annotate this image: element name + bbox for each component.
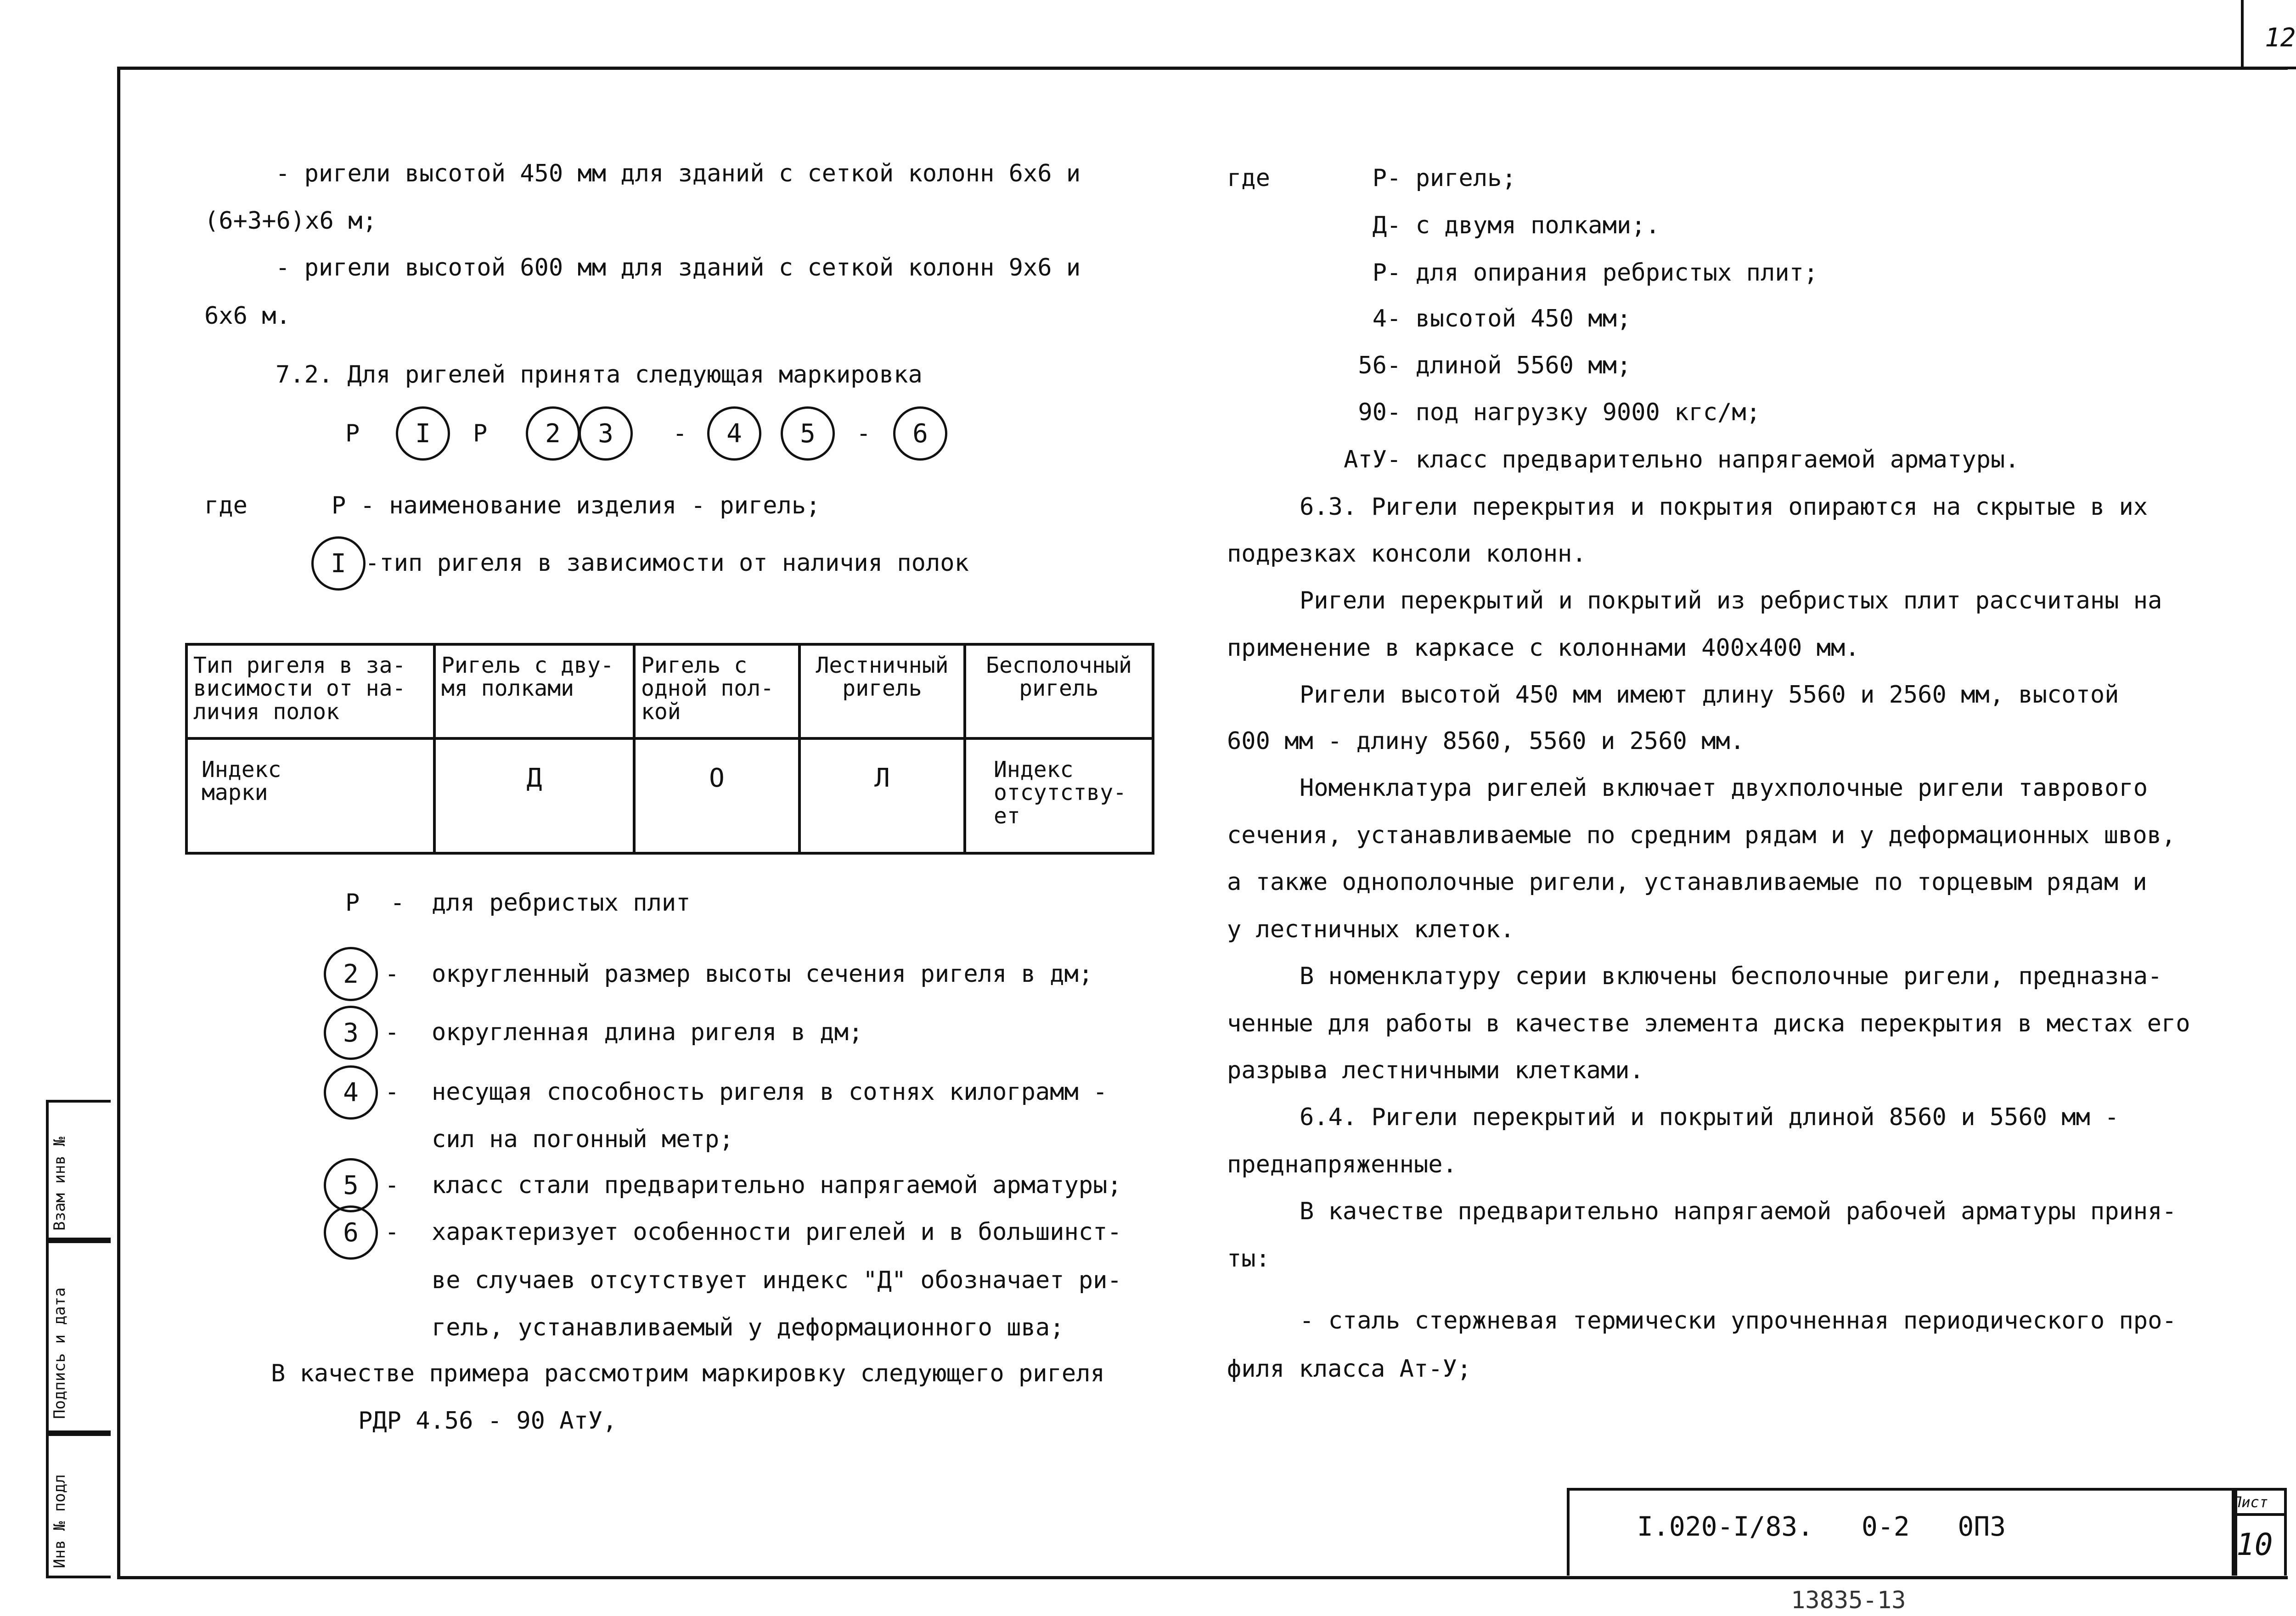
item-text-6-cont1: ве случаев отсутствует индекс "Д" обозначает ри- <box>432 1267 1122 1294</box>
side-label-sign: Подпись и дата <box>51 1287 69 1419</box>
item-dash-4: - <box>385 1078 400 1106</box>
right-line-1: 6.3. Ригели перекрытия и покрытия опираются на скрытые в их <box>1300 493 2148 521</box>
mark-dash-1: - <box>673 420 687 447</box>
mark-circle-3: 3 <box>579 406 633 461</box>
def-val-3: - для опирания ребристых плит; <box>1387 259 1818 287</box>
def-val-1: - ригель; <box>1387 164 1516 192</box>
def-key-1: Р <box>1372 164 1387 192</box>
right-line-3: Ригели перекрытий и покрытий из ребристых плит рассчитаны на <box>1300 587 2162 614</box>
item-dash-5: - <box>385 1171 400 1199</box>
top-sheet-number: 12 <box>2265 23 2296 53</box>
mark-circle-6: 6 <box>893 406 947 461</box>
right-line-2: подрезках консоли колонн. <box>1227 540 1587 568</box>
table-cell-absent: Индекс отсутству- ет <box>965 738 1153 853</box>
side-label-inv: Инв № подл <box>51 1474 69 1568</box>
sheet-label: Лист <box>2233 1493 2268 1511</box>
right-line-19: филя класса Ат-У; <box>1227 1355 1472 1383</box>
left-line-4: 6х6 м. <box>204 302 291 330</box>
right-line-4: применение в каркасе с колоннами 400х400 мм. <box>1227 634 1860 662</box>
left-where: где <box>204 492 248 519</box>
r-description: для ребристых плит <box>432 889 691 917</box>
example-mark: РДР 4.56 - 90 АтУ, <box>358 1407 617 1435</box>
def-key-7: АтУ <box>1344 446 1387 473</box>
side-label-replace: Взам инв № <box>51 1137 69 1231</box>
right-line-11: В номенклатуру серии включены бесполочные ригели, предназна- <box>1300 963 2162 990</box>
mark-circle-2: 2 <box>526 406 580 461</box>
table-header-one-shelf: Ригель с одной пол- кой <box>634 644 799 738</box>
item-dash-3: - <box>385 1019 400 1046</box>
right-line-5: Ригели высотой 450 мм имеют длину 5560 и 2560 мм, высотой <box>1300 681 2119 709</box>
item-text-3: округленная длина ригеля в дм; <box>432 1019 863 1046</box>
def-val-5: - длиной 5560 мм; <box>1387 352 1632 379</box>
table-cell-d: Д <box>434 738 634 853</box>
i-circle: I <box>311 536 366 591</box>
item-dash-6: - <box>385 1218 400 1246</box>
example-line: В качестве примера рассмотрим маркировку следующего ригеля <box>271 1360 1105 1387</box>
right-line-18: - сталь стержневая термически упрочненная периодического про- <box>1300 1307 2177 1334</box>
item-text-2: округленный размер высоты сечения ригеля в дм; <box>432 960 1093 988</box>
table-cell-l: Л <box>799 738 965 853</box>
def-key-3: Р <box>1372 259 1387 287</box>
right-line-17: ты: <box>1227 1245 1270 1273</box>
def-val-6: - под нагрузку 9000 кгс/м; <box>1387 399 1761 426</box>
mark-circle-4: 4 <box>707 406 761 461</box>
def-val-7: - класс предварительно напрягаемой арматуры. <box>1387 446 2020 473</box>
right-line-13: разрыва лестничными клетками. <box>1227 1057 1644 1084</box>
def-val-2: - с двумя полками;. <box>1387 212 1660 239</box>
def-key-2: Д <box>1372 212 1387 239</box>
def-key-4: 4 <box>1372 305 1387 332</box>
table-header-two-shelves: Ригель с дву- мя полками <box>434 644 634 738</box>
table-header-stair: Лестничный ригель <box>799 644 965 738</box>
right-line-8: сечения, устанавливаемые по средним рядам и у деформационных швов, <box>1227 822 2176 849</box>
right-line-14: 6.4. Ригели перекрытий и покрытий длиной 8560 и 5560 мм - <box>1300 1104 2119 1131</box>
r-dash: - <box>390 889 405 917</box>
item-text-4-cont: сил на погонный метр; <box>432 1126 734 1153</box>
mark-letter-p2: Р <box>473 420 488 447</box>
def-val-4: - высотой 450 мм; <box>1387 305 1632 332</box>
mark-letter-p1: Р <box>345 420 360 447</box>
right-line-12: ченные для работы в качестве элемента диска перекрытия в местах его <box>1227 1010 2190 1037</box>
right-line-16: В качестве предварительно напрягаемой рабочей арматуры приня- <box>1300 1198 2177 1225</box>
right-line-9: а также однополочные ригели, устанавливаемые по торцевым рядам и <box>1227 868 2147 896</box>
table-cell-o: О <box>634 738 799 853</box>
item-circle-5: 5 <box>324 1158 378 1212</box>
item-circle-4: 4 <box>324 1065 378 1120</box>
item-text-6-cont2: гель, устанавливаемый у деформационного шва; <box>432 1314 1064 1341</box>
item-dash-2: - <box>385 960 400 988</box>
def-key-5: 56 <box>1358 352 1387 379</box>
mark-circle-5: 5 <box>781 406 835 461</box>
item-circle-2: 2 <box>324 947 378 1001</box>
left-line-3: - ригели высотой 600 мм для зданий с сеткой колонн 9х6 и <box>276 254 1081 282</box>
table-header-no-shelf: Бесполочный ригель <box>965 644 1153 738</box>
right-line-10: у лестничных клеток. <box>1227 916 1515 943</box>
section-7-2: 7.2. Для ригелей принята следующая маркировка <box>276 361 923 389</box>
right-line-15: преднапряженные. <box>1227 1151 1457 1178</box>
mark-circle-1: I <box>396 406 450 461</box>
item-circle-6: 6 <box>324 1205 378 1260</box>
item-text-6: характеризует особенности ригелей и в большинст- <box>432 1218 1122 1246</box>
document-code: I.020-I/83. 0-2 0ПЗ <box>1637 1511 2006 1542</box>
table-cell-index: Индекс марки <box>186 738 434 853</box>
p-description: Р - наименование изделия - ригель; <box>332 492 821 519</box>
right-line-7: Номенклатура ригелей включает двухполочные ригели таврового <box>1300 774 2148 802</box>
i-description: -тип ригеля в зависимости от наличия полок <box>365 549 969 577</box>
left-line-2: (6+3+6)х6 м; <box>204 207 377 235</box>
mark-dash-2: - <box>856 420 871 447</box>
def-key-6: 90 <box>1358 399 1387 426</box>
right-line-6: 600 мм - длину 8560, 5560 и 2560 мм. <box>1227 727 1745 755</box>
item-circle-3: 3 <box>324 1006 378 1060</box>
rigel-type-table <box>185 643 1154 855</box>
sheet-number: 10 <box>2236 1527 2273 1562</box>
table-header-type: Тип ригеля в за- висимости от на- личия полок <box>186 644 434 738</box>
item-text-4: несущая способность ригеля в сотнях килограмм - <box>432 1078 1108 1106</box>
left-line-1: - ригели высотой 450 мм для зданий с сеткой колонн 6х6 и <box>276 160 1081 187</box>
bottom-note: 13835-13 <box>1791 1587 1906 1614</box>
item-text-5: класс стали предварительно напрягаемой арматуры; <box>432 1171 1122 1199</box>
right-where: где <box>1227 164 1270 192</box>
sheet-divider <box>2232 1513 2284 1516</box>
r-letter: Р <box>345 889 360 917</box>
